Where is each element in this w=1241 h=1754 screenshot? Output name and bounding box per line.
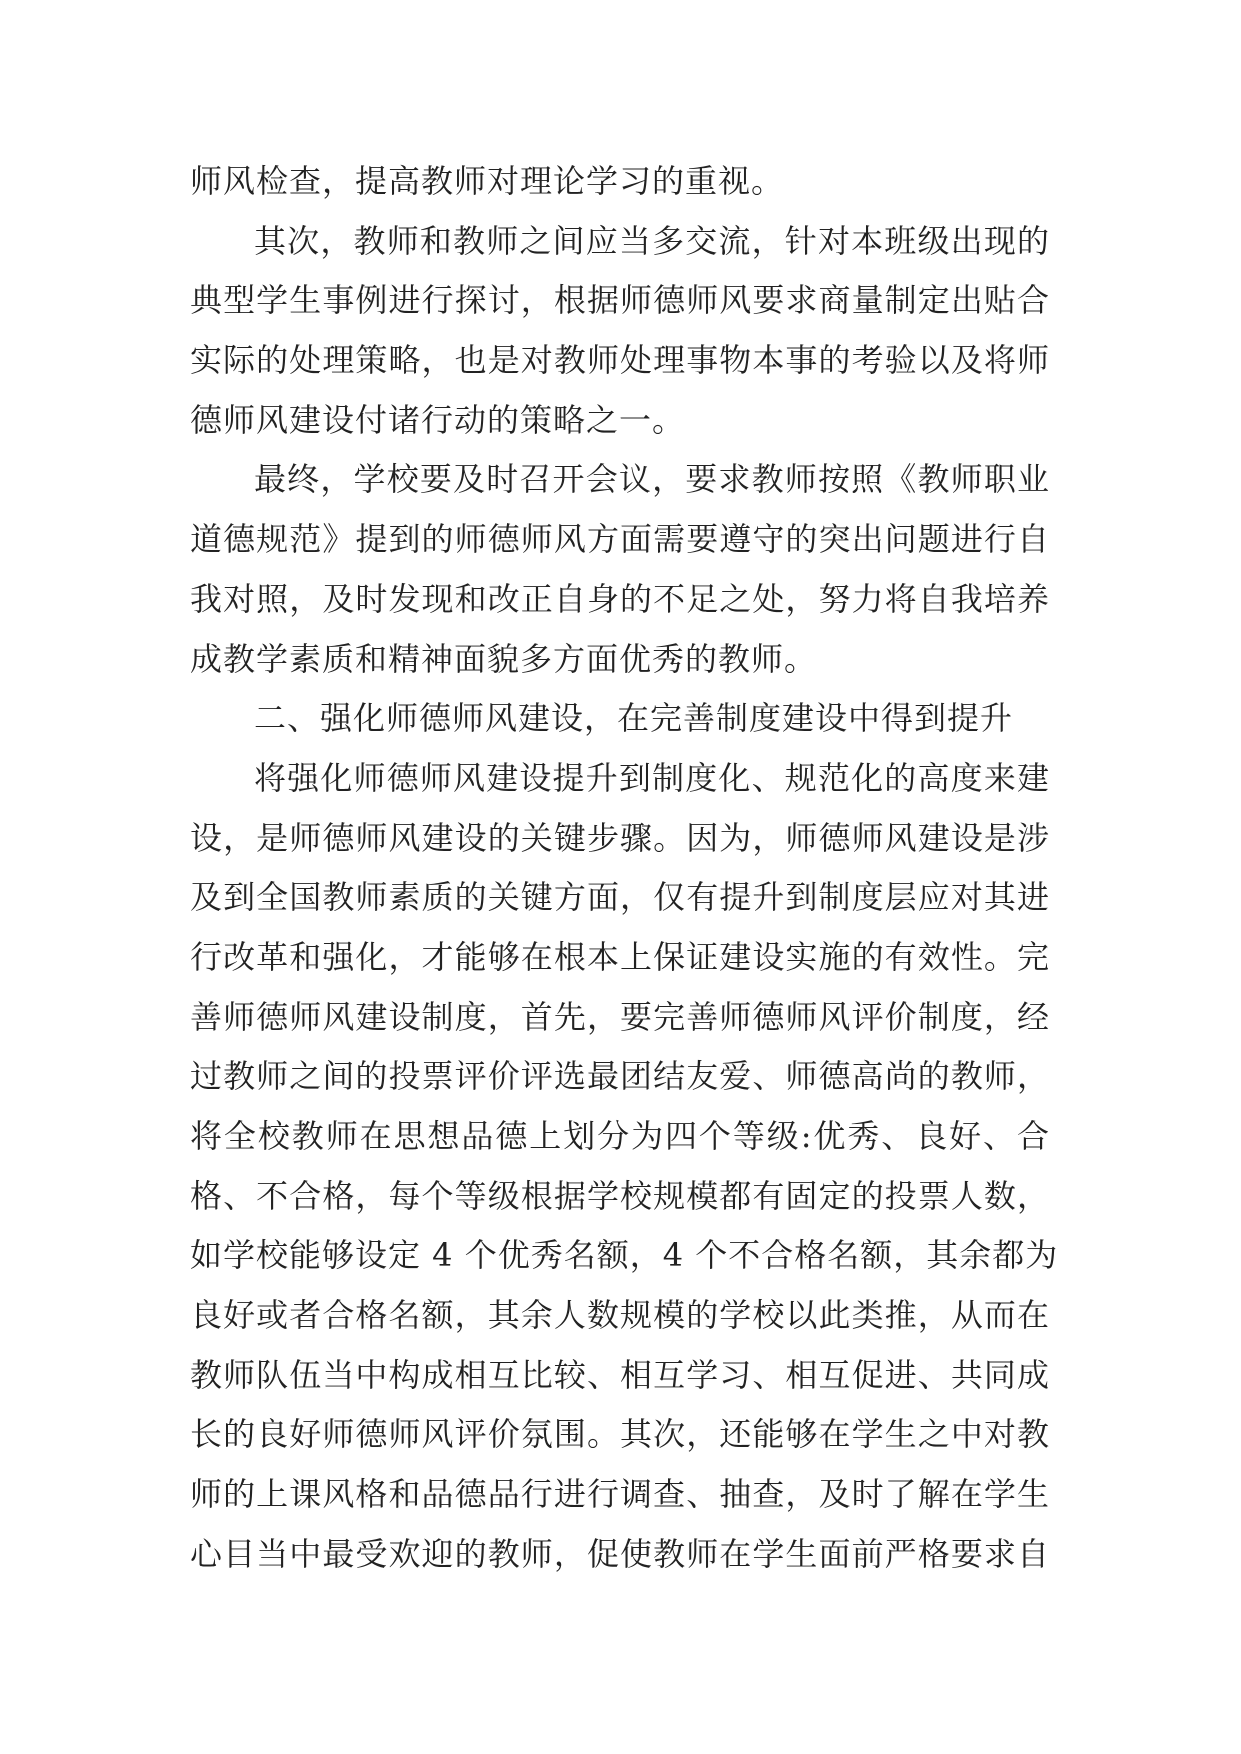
text-line: 典型学生事例进行探讨，根据师德师风要求商量制定出贴合 <box>190 281 1050 320</box>
body-text <box>190 152 1059 1585</box>
text-line: 我对照，及时发现和改正自身的不足之处，努力将自我培养 <box>190 579 1050 618</box>
text-line: 实际的处理策略，也是对教师处理事物本事的考验以及将师 <box>190 341 1050 380</box>
text-line: 成教学素质和精神面貌多方面优秀的教师。 <box>190 639 818 678</box>
text-line: 道德规范》提到的师德师风方面需要遵守的突出问题进行自 <box>190 520 1050 559</box>
text-line: 师的上课风格和品德品行进行调查、抽查，及时了解在学生 <box>190 1475 1050 1514</box>
text-line: 行改革和强化，才能够在根本上保证建设实施的有效性。完 <box>190 937 1050 976</box>
text-line: 将全校教师在思想品德上划分为四个等级:优秀、良好、合 <box>190 1117 1050 1155</box>
text-line: 良好或者合格名额，其余人数规模的学校以此类推，从而在 <box>190 1296 1050 1335</box>
text-line: 师风检查，提高教师对理论学习的重视。 <box>190 162 785 200</box>
text-line: 将强化师德师风建设提升到制度化、规范化的高度来建 <box>254 758 1050 797</box>
text-line: 长的良好师德师风评价氛围。其次，还能够在学生之中对教 <box>190 1415 1050 1454</box>
text-line: 最终，学校要及时召开会议，要求教师按照《教师职业 <box>254 460 1050 499</box>
text-line: 其次，教师和教师之间应当多交流，针对本班级出现的 <box>254 221 1050 260</box>
text-line: 教师队伍当中构成相互比较、相互学习、相互促进、共同成 <box>190 1355 1050 1394</box>
text-line: 如学校能够设定 4 个优秀名额，4 个不合格名额，其余都为 <box>190 1236 1059 1275</box>
text-line: 格、不合格，每个等级根据学校规模都有固定的投票人数， <box>190 1176 1050 1215</box>
text-line: 心目当中最受欢迎的教师，促使教师在学生面前严格要求自 <box>190 1534 1050 1573</box>
text-line: 德师风建设付诸行动的策略之一。 <box>190 400 686 439</box>
text-line: 设，是师德师风建设的关键步骤。因为，师德师风建设是涉 <box>190 818 1050 857</box>
text-line: 过教师之间的投票评价评选最团结友爱、师德高尚的教师， <box>190 1057 1050 1096</box>
text-line: 二、强化师德师风建设，在完善制度建设中得到提升 <box>254 699 1014 738</box>
text-line: 善师德师风建设制度，首先，要完善师德师风评价制度，经 <box>190 997 1050 1036</box>
text-line: 及到全国教师素质的关键方面，仅有提升到制度层应对其进 <box>190 878 1050 917</box>
